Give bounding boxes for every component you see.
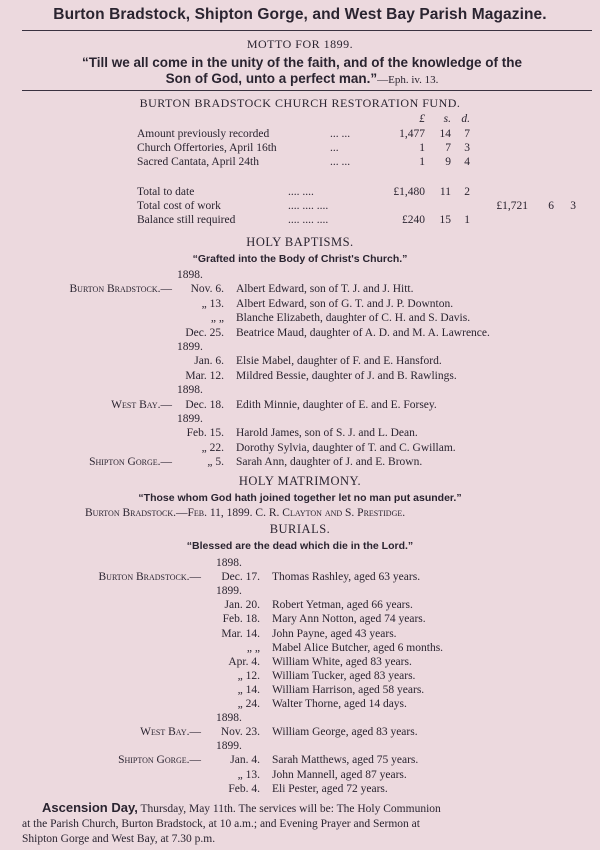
- fund-total-label: Total cost of work: [137, 200, 221, 212]
- title-rule: [22, 30, 592, 31]
- entry-name: Mary Ann Notton, aged 74 years.: [272, 613, 426, 626]
- entry-name: Harold James, son of S. J. and L. Dean.: [236, 427, 418, 440]
- matrimony-heading: HOLY MATRIMONY.: [238, 474, 362, 488]
- entry-name: Beatrice Maud, daughter of A. D. and M. A. Lawrence.: [236, 326, 490, 339]
- fund-total-dots: .... .... ....: [288, 200, 329, 212]
- entry-name: Eli Pester, aged 72 years.: [272, 782, 388, 795]
- entry-name: Walter Thorne, aged 14 days.: [272, 698, 407, 710]
- motto-line-2-text: Son of God, unto a perfect man.”: [165, 71, 378, 86]
- entry-date: Apr. 4.: [228, 655, 260, 668]
- baptism-entry: [0, 383, 600, 397]
- total-cost-pence: 3: [570, 200, 576, 212]
- fund-row-pounds: 1: [419, 156, 425, 168]
- entry-name: Dorothy Sylvia, daughter of T. and C. Gwillam.: [236, 441, 456, 454]
- burial-entry: [0, 570, 600, 584]
- baptism-entry: [0, 369, 600, 383]
- entry-name: Edith Minnie, daughter of E. and E. Forsey.: [236, 398, 437, 411]
- entry-year: 1899.: [177, 341, 203, 353]
- fund-total-label: Balance still required: [137, 214, 236, 226]
- entry-date: Dec. 17.: [221, 571, 260, 584]
- fund-row-shillings: 7: [445, 142, 451, 154]
- burial-entry: [0, 697, 600, 711]
- entry-name: Robert Yetman, aged 66 years.: [272, 599, 413, 612]
- baptism-entry: [0, 412, 600, 426]
- total-cost-shillings: 6: [548, 200, 554, 212]
- baptism-entry: [0, 426, 600, 440]
- burial-entry: [0, 683, 600, 697]
- entry-name: Albert Edward, son of T. J. and J. Hitt.: [236, 283, 414, 296]
- burial-entry: [0, 627, 600, 641]
- burials-quote: “Blessed are the dead which die in the Lord.”: [186, 540, 414, 552]
- entry-date: Dec. 18.: [185, 398, 224, 411]
- ascension-day-notice: [22, 800, 582, 847]
- motto-line-1: “Till we all come in the unity of the faith, and of the knowledge of the: [81, 55, 523, 70]
- fund-row-dots: ... ...: [330, 128, 351, 140]
- page-title: Burton Bradstock, Shipton Gorge, and West Bay Parish Magazine.: [53, 6, 547, 23]
- entry-date: „ 5.: [207, 456, 224, 469]
- burial-entry: [0, 612, 600, 626]
- burial-entry: [0, 725, 600, 739]
- entry-name: Mildred Bessie, daughter of J. and B. Rawlings.: [236, 369, 457, 382]
- entry-name: Elsie Mabel, daughter of F. and E. Hansford.: [236, 355, 442, 368]
- fund-total-pence: 2: [464, 186, 470, 198]
- fund-total-label: Total to date: [137, 186, 195, 198]
- burial-entry: [0, 669, 600, 683]
- entry-name: William Harrison, aged 58 years.: [272, 683, 425, 696]
- fund-row-pounds: 1: [419, 142, 425, 154]
- fund-row-dots: ... ...: [330, 156, 351, 168]
- entry-name: William Tucker, aged 83 years.: [272, 669, 416, 682]
- matrimony-entry: Burton Bradstock.—Feb. 11, 1899. C. R. Clayton and S. Prestidge.: [85, 507, 406, 519]
- entry-date: „ 13.: [201, 297, 224, 310]
- notice-line-1: [42, 800, 582, 817]
- entry-date: Nov. 23.: [220, 726, 260, 739]
- entry-year: 1899.: [216, 740, 242, 753]
- fund-heading: BURTON BRADSTOCK CHURCH RESTORATION FUND.: [139, 96, 461, 110]
- fund-total-dots: .... .... ....: [288, 214, 329, 226]
- entry-date: „ „: [210, 312, 224, 325]
- entry-date: „ 24.: [237, 698, 260, 710]
- notice-bold-lead: Ascension Day,: [42, 800, 138, 815]
- fund-row-label: Sacred Cantata, April 24th: [137, 156, 259, 168]
- notice-line-2: at the Parish Church, Burton Bradstock, at 10 a.m.; and Evening Prayer and Sermon at: [22, 818, 420, 830]
- burials-heading: BURIALS.: [269, 522, 331, 536]
- entry-place: West Bay.—: [111, 398, 172, 411]
- burial-entry: [0, 768, 600, 782]
- pence-column-head: d.: [461, 113, 470, 125]
- motto-line-2: [10, 71, 594, 88]
- entry-date: Jan. 20.: [224, 599, 260, 612]
- entry-place: Burton Bradstock.—: [69, 283, 172, 296]
- fund-row-shillings: 14: [439, 128, 451, 140]
- entry-name: Albert Edward, son of G. T. and J. P. Downton.: [236, 297, 454, 310]
- entry-date: Nov. 6.: [190, 283, 224, 296]
- entry-date: Mar. 12.: [185, 369, 224, 382]
- notice-line-3: Shipton Gorge and West Bay, at 7.30 p.m.: [22, 833, 216, 845]
- total-cost-pounds: £1,721: [496, 200, 528, 212]
- entry-date: „ 12.: [237, 669, 260, 682]
- pounds-column-head: £: [419, 113, 425, 125]
- entry-year: 1898.: [216, 712, 242, 725]
- entry-date: „ 14.: [237, 683, 260, 696]
- entry-name: Blanche Elizabeth, daughter of C. H. and S. Davis.: [236, 312, 471, 325]
- motto-reference: —Eph. iv. 13.: [377, 74, 439, 86]
- fund-total-dots: .... ....: [288, 186, 314, 198]
- burial-entry: [0, 598, 600, 612]
- entry-place: Shipton Gorge.—: [89, 456, 172, 469]
- entry-name: Thomas Rashley, aged 63 years.: [272, 571, 421, 584]
- entry-name: Mabel Alice Butcher, aged 6 months.: [272, 641, 444, 654]
- fund-row-pence: 7: [464, 128, 470, 140]
- entry-date: Dec. 25.: [185, 326, 224, 339]
- entry-date: Jan. 6.: [194, 355, 224, 368]
- motto-heading: MOTTO FOR 1899.: [246, 37, 354, 51]
- fund-total-pounds: £240: [402, 214, 425, 226]
- fund-total-pence: 1: [464, 214, 470, 226]
- entry-year: 1898.: [177, 269, 203, 281]
- baptism-entry: [0, 340, 600, 354]
- entry-year: 1898.: [177, 384, 203, 397]
- entry-name: John Mannell, aged 87 years.: [272, 768, 407, 781]
- entry-name: Sarah Matthews, aged 75 years.: [272, 754, 419, 767]
- motto-text: [10, 55, 594, 88]
- entry-date: Mar. 14.: [221, 627, 260, 640]
- fund-row-shillings: 9: [445, 156, 451, 168]
- entry-place: West Bay.—: [140, 726, 201, 739]
- baptism-entry: [0, 311, 600, 325]
- burial-entry: [0, 711, 600, 725]
- baptism-entry: [0, 441, 600, 455]
- fund-total-shillings: 11: [439, 186, 451, 198]
- entry-place: Burton Bradstock.—: [98, 571, 201, 584]
- entry-date: Feb. 18.: [222, 613, 260, 626]
- entry-name: John Payne, aged 43 years.: [272, 627, 397, 640]
- fund-row-label: Church Offertories, April 16th: [137, 142, 277, 154]
- entry-year: 1899.: [177, 413, 203, 425]
- fund-row-dots: ...: [330, 142, 339, 154]
- fund-row-pence: 4: [464, 156, 470, 168]
- entry-year: 1898.: [216, 557, 242, 569]
- burial-entry: [0, 739, 600, 753]
- entry-date: Feb. 15.: [186, 427, 224, 440]
- entry-date: Jan. 4.: [230, 754, 260, 767]
- entry-date: „ 13.: [237, 768, 260, 781]
- shillings-column-head: s.: [443, 113, 451, 125]
- matrimony-quote: “Those whom God hath joined together let no man put asunder.”: [138, 492, 462, 504]
- entry-name: William George, aged 83 years.: [272, 726, 418, 739]
- fund-row-label: Amount previously recorded: [137, 128, 270, 140]
- fund-row-pounds: 1,477: [399, 128, 425, 140]
- baptism-entry: [0, 354, 600, 368]
- baptism-entry: [0, 398, 600, 412]
- burial-entry: [0, 584, 600, 598]
- entry-date: „ „: [246, 641, 260, 654]
- entry-year: 1899.: [216, 585, 242, 598]
- entry-name: William White, aged 83 years.: [272, 655, 412, 668]
- burial-entry: [0, 556, 600, 570]
- baptism-entry: [0, 297, 600, 311]
- burial-entry: [0, 655, 600, 669]
- baptisms-quote: “Grafted into the Body of Christ's Church.”: [192, 253, 408, 265]
- entry-date: Feb. 4.: [228, 782, 260, 795]
- notice-line-1-text: Thursday, May 11th. The services will be: The Holy Communion: [137, 803, 441, 815]
- baptisms-heading: HOLY BAPTISMS.: [246, 235, 354, 249]
- fund-total-shillings: 15: [439, 214, 451, 226]
- motto-rule: [22, 90, 592, 91]
- entry-date: „ 22.: [201, 441, 224, 454]
- baptism-entry: [0, 326, 600, 340]
- burial-entry: [0, 641, 600, 655]
- burial-entry: [0, 782, 600, 796]
- entry-name: Sarah Ann, daughter of J. and E. Brown.: [236, 456, 423, 469]
- entry-place: Shipton Gorge.—: [118, 754, 201, 767]
- burial-entry: [0, 753, 600, 767]
- baptism-entry: [0, 282, 600, 296]
- baptism-entry: [0, 268, 600, 282]
- fund-total-pounds: £1,480: [393, 186, 425, 198]
- fund-row-pence: 3: [464, 142, 470, 154]
- baptism-entry: [0, 455, 600, 469]
